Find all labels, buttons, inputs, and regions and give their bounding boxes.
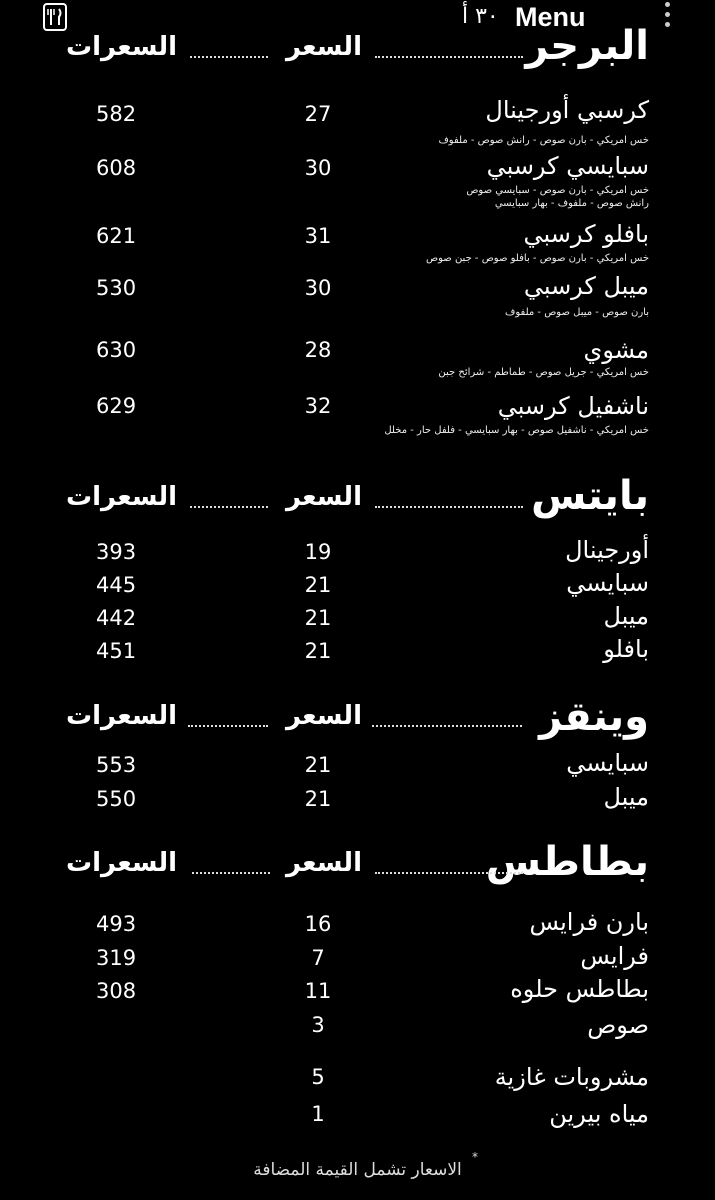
item-price: 3 (311, 1013, 325, 1037)
item-price: 11 (304, 979, 332, 1003)
price-header: السعر (286, 32, 362, 62)
calories-header: السعرات (66, 32, 178, 62)
item-calories: 621 (96, 224, 137, 248)
item-price: 31 (304, 224, 332, 248)
dotted-divider (190, 506, 268, 508)
vat-footnote: الاسعار تشمل القيمة المضافة (253, 1160, 462, 1180)
dotted-divider (192, 872, 270, 874)
item-name: سبايسي (566, 569, 649, 597)
footnote-star: * (472, 1150, 478, 1164)
calories-header: السعرات (66, 701, 178, 731)
dotted-divider (375, 872, 523, 874)
item-name: مشروبات غازية (494, 1063, 649, 1091)
item-price: 21 (304, 606, 332, 630)
item-name: بطاطس حلوه (510, 975, 649, 1003)
dotted-divider (190, 56, 268, 58)
item-calories: 319 (96, 946, 137, 970)
item-description: خس امريكي - بارن صوص - رانش صوص - ملفوف (438, 135, 649, 146)
item-description: بارن صوص - ميبل صوص - ملفوف (504, 307, 649, 318)
item-name: كرسبي أورجينال (485, 96, 649, 124)
item-calories: 530 (96, 276, 137, 300)
item-price: 16 (304, 912, 332, 936)
item-name: سبايسي كرسبي (486, 152, 649, 180)
item-calories: 629 (96, 394, 137, 418)
item-price: 32 (304, 394, 332, 418)
section-header-bites (0, 472, 715, 522)
item-price: 19 (304, 540, 332, 564)
item-calories: 553 (96, 753, 137, 777)
item-name: ميبل (603, 783, 649, 811)
item-name: سبايسي (566, 749, 649, 777)
price-header: السعر (286, 482, 362, 512)
item-name: ناشفيل كرسبي (497, 392, 649, 420)
menu-title: Menu (515, 2, 586, 32)
section-header-wings (0, 693, 715, 743)
item-price: 30 (304, 276, 332, 300)
dotted-divider (375, 506, 523, 508)
item-calories: 630 (96, 338, 137, 362)
item-name: أورجينال (565, 536, 649, 564)
item-calories: 608 (96, 156, 137, 180)
calories-header: السعرات (66, 848, 178, 878)
item-calories: 493 (96, 912, 137, 936)
section-title: بايتس (531, 473, 649, 519)
dotted-divider (375, 56, 523, 58)
item-price: 7 (311, 946, 325, 970)
item-description: خس امريكي - بارن صوص - بافلو صوص - جبن صوص (426, 253, 649, 264)
dotted-divider (188, 725, 268, 727)
item-calories: 582 (96, 102, 137, 126)
item-price: 27 (304, 102, 332, 126)
item-name: مشوي (583, 336, 649, 364)
section-header-fries (0, 838, 715, 888)
item-name: بافلو (603, 635, 649, 663)
item-price: 21 (304, 639, 332, 663)
item-description: خس امريكي - جريل صوص - طماطم - شرائح جبن (438, 367, 649, 378)
item-price: 21 (304, 573, 332, 597)
item-price: 28 (304, 338, 332, 362)
calories-header: السعرات (66, 482, 178, 512)
price-header: السعر (286, 701, 362, 731)
item-calories: 308 (96, 979, 137, 1003)
item-description: خس امريكي - ناشفيل صوص - بهار سبايسي - فلفل حار - مخلل (384, 425, 649, 436)
item-price: 5 (311, 1065, 325, 1089)
item-name: بارن فرايس (529, 908, 649, 936)
item-name: ميبل (603, 602, 649, 630)
item-calories: 442 (96, 606, 137, 630)
item-price: 1 (311, 1102, 325, 1126)
dotted-divider (372, 725, 522, 727)
item-calories: 451 (96, 639, 137, 663)
section-title: بطاطس (485, 839, 649, 885)
item-price: 21 (304, 787, 332, 811)
item-price: 21 (304, 753, 332, 777)
item-name: مياه بيرين (549, 1100, 649, 1128)
item-price: 30 (304, 156, 332, 180)
item-calories: 550 (96, 787, 137, 811)
section-header-burger (0, 22, 715, 72)
item-name: صوص (587, 1011, 649, 1039)
item-description: خس امريكي - بارن صوص - سبايسي صوص (466, 185, 649, 196)
item-calories: 445 (96, 573, 137, 597)
item-name: بافلو كرسبي (523, 220, 649, 248)
price-header: السعر (286, 848, 362, 878)
section-title: وينقز (539, 694, 649, 740)
item-calories: 393 (96, 540, 137, 564)
item-name: ميبل كرسبي (523, 272, 649, 300)
date-label: ٣٠ أ (462, 4, 499, 29)
section-title: البرجر (525, 23, 649, 69)
item-name: فرايس (580, 942, 649, 970)
item-description-line2: رانش صوص - ملفوف - بهار سبايسي (494, 198, 649, 209)
